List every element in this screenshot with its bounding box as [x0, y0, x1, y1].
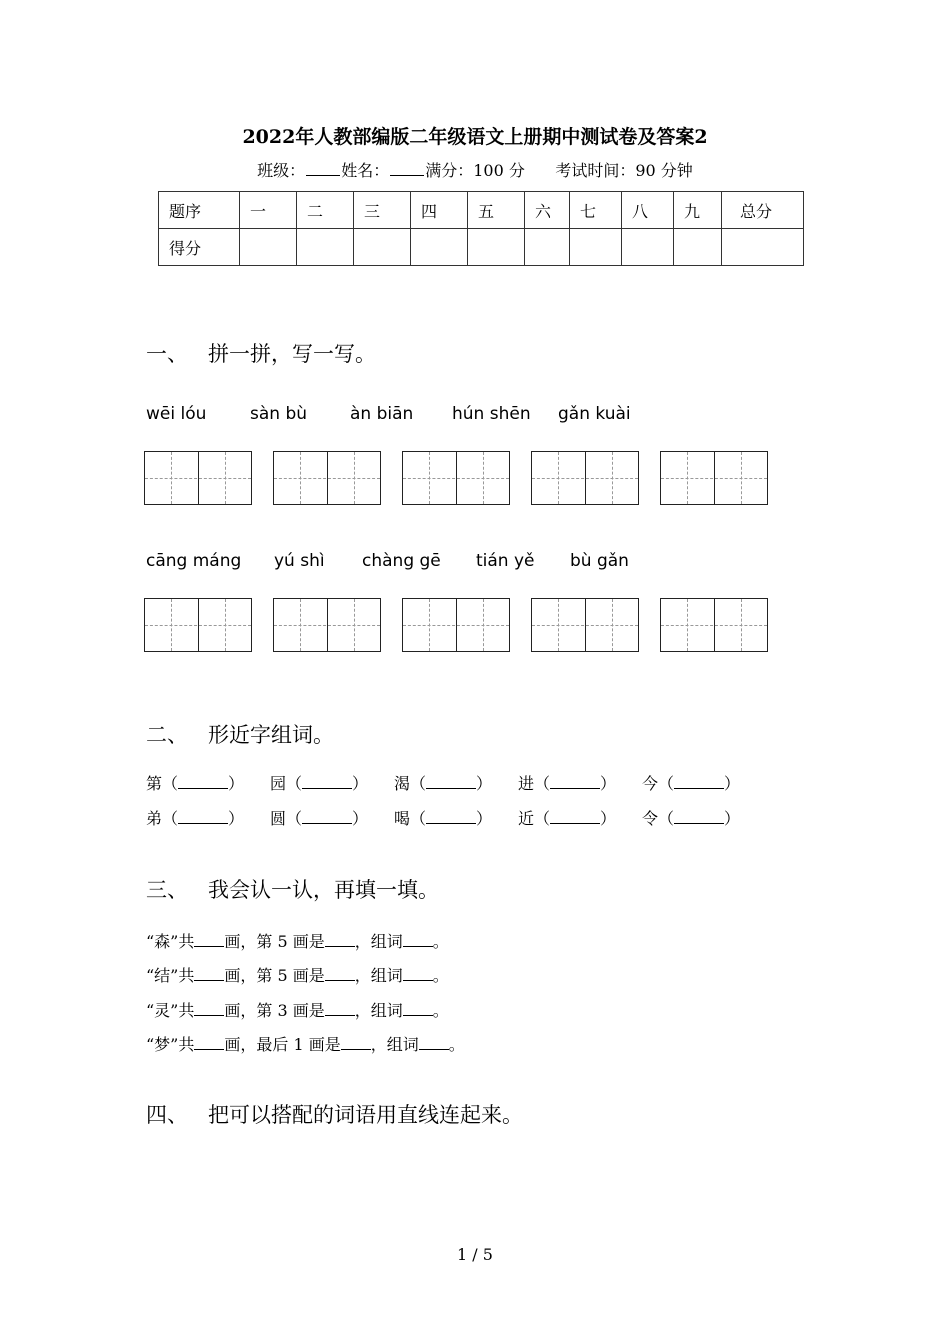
- name-label: 姓名：: [341, 161, 390, 180]
- answer-blank[interactable]: [426, 813, 476, 824]
- section4-number: 四、: [146, 1103, 188, 1127]
- answer-blank[interactable]: [403, 968, 433, 981]
- score-cell: [240, 229, 297, 266]
- pinyin-item: tián yě: [476, 551, 535, 571]
- class-label: 班级：: [257, 161, 306, 180]
- pinyin-item: bù gǎn: [570, 551, 629, 571]
- pinyin-item: wēi lóu: [146, 404, 207, 424]
- section2-number: 二、: [146, 723, 188, 747]
- answer-blank[interactable]: [302, 813, 352, 824]
- score-header-cell: 八: [622, 192, 674, 229]
- answer-blank[interactable]: [550, 813, 600, 824]
- section4-heading: [146, 1099, 523, 1129]
- word-item: 第（ ）: [146, 774, 245, 793]
- score-header-cell: 总分: [722, 192, 804, 229]
- score-cell: [411, 229, 468, 266]
- writing-grid[interactable]: [402, 598, 510, 652]
- answer-blank[interactable]: [325, 934, 355, 947]
- pinyin-item: gǎn kuài: [558, 404, 631, 424]
- full-score: 满分：100 分: [425, 161, 525, 180]
- score-cell: [722, 229, 804, 266]
- section2-heading: [146, 719, 334, 749]
- score-cell: [674, 229, 722, 266]
- writing-grid[interactable]: [660, 451, 768, 505]
- score-header-cell: 九: [674, 192, 722, 229]
- score-header-row: [159, 192, 804, 229]
- answer-blank[interactable]: [194, 968, 224, 981]
- word-item: 令（ ）: [642, 809, 741, 828]
- answer-blank[interactable]: [194, 934, 224, 947]
- answer-blank[interactable]: [325, 968, 355, 981]
- word-item: 进（ ）: [518, 774, 617, 793]
- answer-blank[interactable]: [178, 778, 228, 789]
- answer-blank[interactable]: [426, 778, 476, 789]
- pinyin-item: chàng gē: [362, 551, 441, 571]
- score-cell: [570, 229, 622, 266]
- score-cell: [297, 229, 354, 266]
- writing-grid[interactable]: [660, 598, 768, 652]
- score-header-cell: 三: [354, 192, 411, 229]
- word-item: 喝（ ）: [394, 809, 493, 828]
- writing-grid[interactable]: [273, 598, 381, 652]
- name-blank: [390, 161, 424, 176]
- fill-line: “梦”共 画，最后 1 画是 ，组词 。: [146, 1035, 465, 1054]
- answer-blank[interactable]: [194, 1003, 224, 1016]
- pinyin-item: yú shì: [274, 551, 325, 571]
- writing-grid[interactable]: [531, 598, 639, 652]
- answer-blank[interactable]: [403, 1003, 433, 1016]
- section3-title: 我会认一认，再填一填。: [208, 878, 439, 902]
- pinyin-item: cāng máng: [146, 551, 242, 571]
- page-title: 2022年人教部编版二年级语文上册期中测试卷及答案2: [242, 126, 708, 148]
- score-header-cell: 四: [411, 192, 468, 229]
- word-item: 园（ ）: [270, 774, 369, 793]
- score-row-label: 得分: [159, 229, 240, 266]
- word-item: 近（ ）: [518, 809, 617, 828]
- score-header-cell: 题序: [159, 192, 240, 229]
- page-number: 1 / 5: [457, 1245, 493, 1264]
- score-header-cell: 二: [297, 192, 354, 229]
- exam-time: 考试时间：90 分钟: [555, 161, 693, 180]
- word-item: 今（ ）: [642, 774, 741, 793]
- pinyin-item: àn biān: [350, 404, 414, 424]
- fill-line: “灵”共 画，第 3 画是 ，组词 。: [146, 1001, 449, 1020]
- answer-blank[interactable]: [341, 1037, 371, 1050]
- score-row: [159, 229, 804, 266]
- section3-number: 三、: [146, 878, 188, 902]
- score-cell: [468, 229, 525, 266]
- section1-title: 拼一拼，写一写。: [208, 342, 376, 366]
- score-table: [158, 191, 804, 266]
- score-cell: [354, 229, 411, 266]
- answer-blank[interactable]: [325, 1003, 355, 1016]
- exam-info: [0, 158, 950, 181]
- word-item: 弟（ ）: [146, 809, 245, 828]
- score-cell: [525, 229, 570, 266]
- fill-line: “结”共 画，第 5 画是 ，组词 。: [146, 966, 449, 985]
- fill-line: “森”共 画，第 5 画是 ，组词 。: [146, 932, 449, 951]
- score-cell: [622, 229, 674, 266]
- word-item: 圆（ ）: [270, 809, 369, 828]
- answer-blank[interactable]: [674, 778, 724, 789]
- section1-heading: [146, 338, 376, 368]
- answer-blank[interactable]: [178, 813, 228, 824]
- section4-title: 把可以搭配的词语用直线连起来。: [208, 1103, 523, 1127]
- pinyin-item: hún shēn: [452, 404, 531, 424]
- answer-blank[interactable]: [419, 1037, 449, 1050]
- answer-blank[interactable]: [674, 813, 724, 824]
- word-item: 渴（ ）: [394, 774, 493, 793]
- score-header-cell: 六: [525, 192, 570, 229]
- answer-blank[interactable]: [403, 934, 433, 947]
- writing-grid[interactable]: [144, 598, 252, 652]
- class-blank: [306, 161, 340, 176]
- writing-grid[interactable]: [144, 451, 252, 505]
- answer-blank[interactable]: [302, 778, 352, 789]
- writing-grid[interactable]: [273, 451, 381, 505]
- writing-grid[interactable]: [402, 451, 510, 505]
- writing-grid[interactable]: [531, 451, 639, 505]
- score-header-cell: 五: [468, 192, 525, 229]
- pinyin-item: sàn bù: [250, 404, 308, 424]
- answer-blank[interactable]: [550, 778, 600, 789]
- score-header-cell: 一: [240, 192, 297, 229]
- score-header-cell: 七: [570, 192, 622, 229]
- answer-blank[interactable]: [194, 1037, 224, 1050]
- section3-heading: [146, 874, 439, 904]
- section1-number: 一、: [146, 342, 188, 366]
- section2-title: 形近字组词。: [208, 723, 334, 747]
